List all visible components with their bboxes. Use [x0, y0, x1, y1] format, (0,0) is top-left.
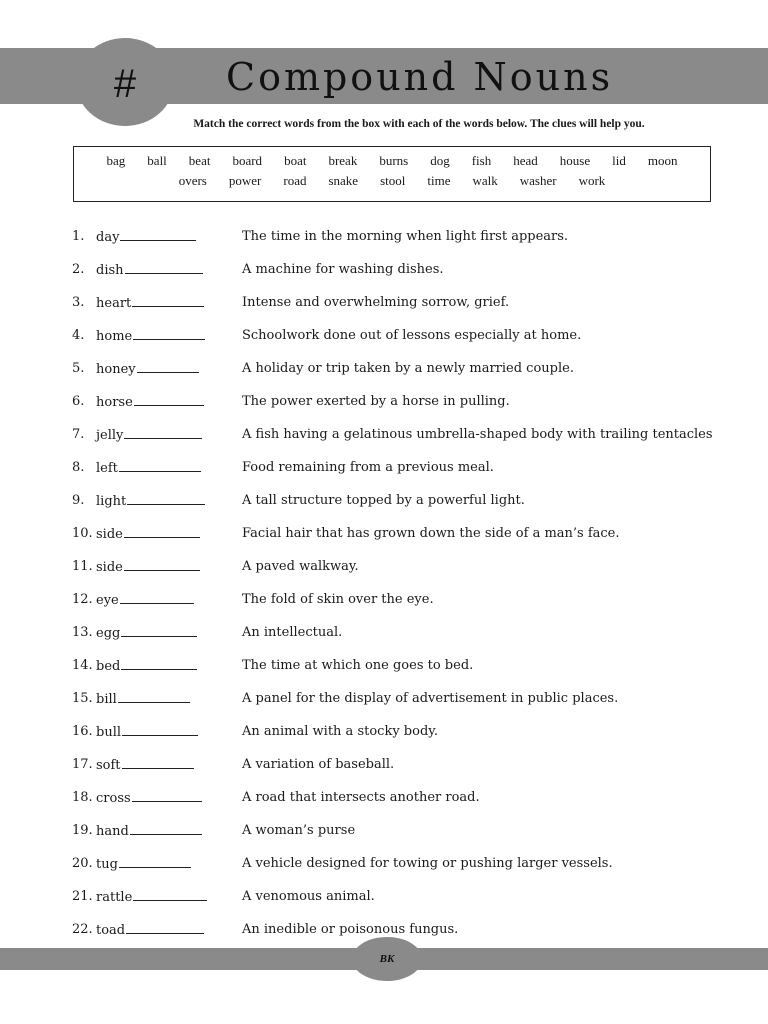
exercise-item: [72, 682, 752, 715]
answer-blank[interactable]: [127, 492, 205, 505]
page-title: Compound Nouns: [226, 55, 614, 99]
exercise-item: [72, 616, 752, 649]
item-clue: The time at which one goes to bed.: [242, 658, 474, 673]
item-stem-word: toad: [96, 923, 126, 938]
item-number: 5.: [72, 361, 85, 376]
exercise-item: [72, 253, 752, 286]
item-clue: A variation of baseball.: [242, 757, 395, 772]
item-stem: [96, 723, 242, 740]
answer-blank[interactable]: [132, 789, 202, 802]
exercise-item: [72, 286, 752, 319]
answer-blank[interactable]: [124, 525, 200, 538]
item-stem: [96, 327, 242, 344]
item-clue: A woman’s purse: [242, 823, 356, 838]
item-stem: [96, 459, 242, 476]
footer-badge: [352, 937, 422, 981]
item-stem: [96, 360, 242, 377]
badge-symbol: #: [113, 61, 137, 106]
item-clue: An intellectual.: [242, 625, 343, 640]
answer-blank[interactable]: [133, 327, 205, 340]
answer-blank[interactable]: [134, 393, 204, 406]
answer-blank[interactable]: [133, 888, 207, 901]
item-stem: [96, 657, 242, 674]
answer-blank[interactable]: [122, 756, 194, 769]
item-number: 1.: [72, 229, 85, 244]
exercise-item: [72, 319, 752, 352]
item-clue: A fish having a gelatinous umbrella-shaped body with trailing tentacles: [242, 427, 713, 442]
item-clue: Food remaining from a previous meal.: [242, 460, 494, 475]
item-stem-word: soft: [96, 758, 121, 773]
item-stem: [96, 525, 242, 542]
item-number: 18.: [72, 790, 93, 805]
answer-blank[interactable]: [120, 591, 194, 604]
answer-blank[interactable]: [122, 723, 198, 736]
word-box-word: bag: [106, 153, 126, 168]
item-stem: [96, 624, 242, 641]
exercise-item: [72, 385, 752, 418]
item-stem-word: home: [96, 329, 133, 344]
word-box-word: dog: [430, 153, 450, 168]
item-clue: A holiday or trip taken by a newly married couple.: [242, 361, 574, 376]
item-stem-word: left: [96, 461, 118, 476]
item-stem-word: bill: [96, 692, 117, 707]
exercise-item: [72, 451, 752, 484]
word-box-word: boat: [284, 153, 307, 168]
exercise-item: [72, 550, 752, 583]
item-stem-word: side: [96, 527, 123, 542]
footer-label: BK: [379, 953, 395, 965]
item-number: 20.: [72, 856, 93, 871]
item-stem: [96, 855, 242, 872]
item-clue: Facial hair that has grown down the side of a man’s face.: [242, 526, 620, 541]
item-stem-word: light: [96, 494, 127, 509]
word-box-word: time: [427, 173, 451, 188]
item-clue: An animal with a stocky body.: [242, 724, 439, 739]
word-box-word: road: [283, 173, 307, 188]
item-stem: [96, 822, 242, 839]
item-stem-word: hand: [96, 824, 129, 839]
answer-blank[interactable]: [130, 822, 202, 835]
exercise-item: [72, 781, 752, 814]
answer-blank[interactable]: [118, 690, 190, 703]
answer-blank[interactable]: [125, 261, 203, 274]
answer-blank[interactable]: [121, 624, 197, 637]
item-clue: A machine for washing dishes.: [242, 262, 444, 277]
item-number: 12.: [72, 592, 93, 607]
word-box-word: washer: [519, 173, 557, 188]
word-box-word: ball: [147, 153, 167, 168]
item-stem-word: cross: [96, 791, 131, 806]
word-box: [73, 146, 711, 202]
item-stem-word: side: [96, 560, 123, 575]
answer-blank[interactable]: [124, 558, 200, 571]
item-number: 3.: [72, 295, 85, 310]
word-box-word: board: [232, 153, 263, 168]
item-stem-word: bull: [96, 725, 122, 740]
exercise-item: [72, 220, 752, 253]
answer-blank[interactable]: [132, 294, 204, 307]
answer-blank[interactable]: [119, 459, 201, 472]
item-stem: [96, 261, 242, 278]
item-stem-word: jelly: [96, 428, 124, 443]
answer-blank[interactable]: [137, 360, 199, 373]
exercise-item: [72, 583, 752, 616]
word-box-word: stool: [380, 173, 406, 188]
item-clue: The fold of skin over the eye.: [242, 592, 434, 607]
item-stem-word: egg: [96, 626, 121, 641]
item-number: 21.: [72, 889, 93, 904]
exercise-item: [72, 352, 752, 385]
word-box-word: snake: [328, 173, 359, 188]
item-stem-word: honey: [96, 362, 136, 377]
item-stem: [96, 492, 242, 509]
exercise-list: [72, 220, 752, 946]
item-stem: [96, 558, 242, 575]
item-number: 6.: [72, 394, 85, 409]
item-stem-word: rattle: [96, 890, 133, 905]
word-box-word: burns: [379, 153, 409, 168]
item-clue: A road that intersects another road.: [242, 790, 480, 805]
item-number: 11.: [72, 559, 93, 574]
exercise-item: [72, 913, 752, 946]
exercise-item: [72, 814, 752, 847]
exercise-item: [72, 649, 752, 682]
item-stem-word: tug: [96, 857, 118, 872]
item-clue: A tall structure topped by a powerful light.: [242, 493, 525, 508]
item-stem: [96, 756, 242, 773]
exercise-item: [72, 418, 752, 451]
item-stem-word: heart: [96, 296, 132, 311]
item-number: 7.: [72, 427, 85, 442]
exercise-item: [72, 847, 752, 880]
word-box-word: moon: [647, 153, 678, 168]
item-stem: [96, 789, 242, 806]
item-clue: Intense and overwhelming sorrow, grief.: [242, 295, 510, 310]
item-number: 17.: [72, 757, 93, 772]
item-stem-word: day: [96, 230, 120, 245]
word-box-word: lid: [612, 153, 626, 168]
item-clue: An inedible or poisonous fungus.: [242, 922, 459, 937]
item-clue: The power exerted by a horse in pulling.: [242, 394, 510, 409]
item-clue: A venomous animal.: [242, 889, 375, 904]
answer-blank[interactable]: [121, 657, 197, 670]
item-clue: A paved walkway.: [242, 559, 359, 574]
word-box-word: house: [559, 153, 591, 168]
item-stem: [96, 393, 242, 410]
item-stem-word: dish: [96, 263, 124, 278]
word-box-word: beat: [188, 153, 211, 168]
word-box-word: walk: [472, 173, 498, 188]
item-stem-word: horse: [96, 395, 133, 410]
item-number: 15.: [72, 691, 93, 706]
item-stem-word: bed: [96, 659, 121, 674]
item-number: 2.: [72, 262, 85, 277]
item-number: 4.: [72, 328, 85, 343]
item-clue: A panel for the display of advertisement in public places.: [242, 691, 619, 706]
exercise-item: [72, 715, 752, 748]
exercise-item: [72, 880, 752, 913]
exercise-item: [72, 748, 752, 781]
exercise-item: [72, 517, 752, 550]
word-box-word: head: [513, 153, 538, 168]
answer-blank[interactable]: [126, 921, 204, 934]
item-number: 10.: [72, 526, 93, 541]
answer-blank[interactable]: [124, 426, 202, 439]
word-box-word: break: [328, 153, 358, 168]
item-stem: [96, 591, 242, 608]
item-number: 19.: [72, 823, 93, 838]
item-number: 9.: [72, 493, 85, 508]
answer-blank[interactable]: [119, 855, 191, 868]
item-number: 16.: [72, 724, 93, 739]
word-box-row-2: [74, 173, 710, 189]
word-box-word: work: [578, 173, 606, 188]
item-stem: [96, 888, 242, 905]
word-box-word: power: [228, 173, 262, 188]
item-number: 8.: [72, 460, 85, 475]
word-box-row-1: [74, 153, 710, 169]
number-badge: [76, 38, 174, 126]
instructions: Match the correct words from the box with each of the words below. The clues will help you.: [193, 118, 645, 130]
word-box-word: fish: [471, 153, 492, 168]
item-stem: [96, 228, 242, 245]
item-stem: [96, 690, 242, 707]
item-clue: Schoolwork done out of lessons especially at home.: [242, 328, 582, 343]
exercise-item: [72, 484, 752, 517]
word-box-word: overs: [178, 173, 207, 188]
item-number: 14.: [72, 658, 93, 673]
item-stem-word: eye: [96, 593, 119, 608]
answer-blank[interactable]: [120, 228, 196, 241]
item-number: 13.: [72, 625, 93, 640]
item-stem: [96, 294, 242, 311]
item-clue: The time in the morning when light first appears.: [242, 229, 569, 244]
item-stem: [96, 921, 242, 938]
item-clue: A vehicle designed for towing or pushing larger vessels.: [242, 856, 613, 871]
item-number: 22.: [72, 922, 93, 937]
item-stem: [96, 426, 242, 443]
